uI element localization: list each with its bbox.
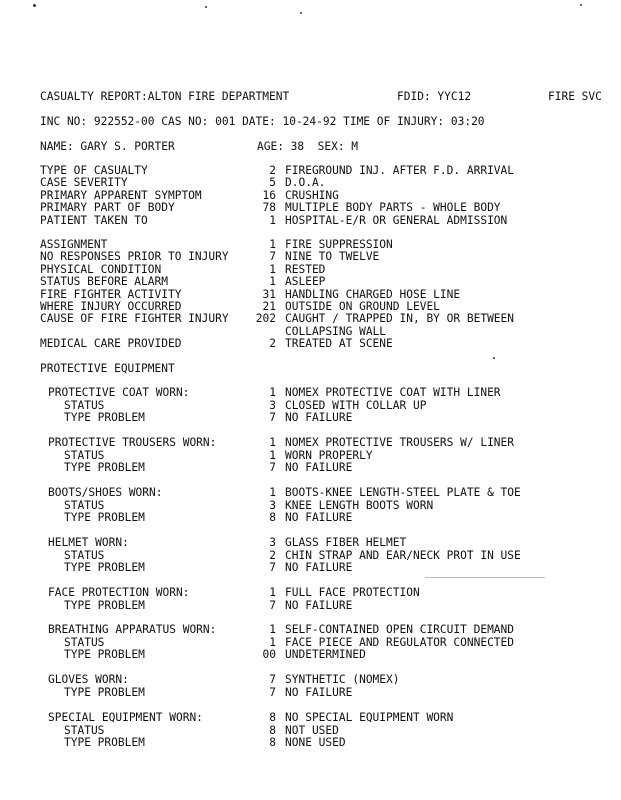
field-label: STATUS — [64, 635, 105, 649]
field-label: TYPE PROBLEM — [64, 648, 145, 662]
field-code: 78 — [262, 201, 276, 215]
field-code: 2 — [269, 548, 276, 562]
fdid: FDID: YYC12 — [397, 90, 472, 103]
field-value: COLLAPSING WALL — [285, 324, 387, 338]
field-code: 3 — [269, 398, 276, 412]
field-value: HOSPITAL-E/R OR GENERAL ADMISSION — [285, 213, 508, 227]
field-value: CRUSHING — [285, 188, 339, 202]
field-label: SPECIAL EQUIPMENT WORN: — [48, 711, 203, 724]
field-value: KNEE LENGTH BOOTS WORN — [285, 498, 434, 512]
scan-speck — [205, 6, 207, 8]
field-label: STATUS — [64, 448, 105, 462]
field-code: 7 — [269, 673, 276, 686]
field-label: PHYSICAL CONDITION — [40, 262, 162, 276]
field-label: BREATHING APPARATUS WORN: — [48, 623, 217, 636]
field-label: TYPE PROBLEM — [64, 561, 145, 575]
field-code: 00 — [262, 648, 276, 662]
field-code: 3 — [269, 498, 276, 512]
field-code: 1 — [269, 213, 276, 227]
field-label: PRIMARY PART OF BODY — [40, 201, 175, 215]
field-value: FIREGROUND INJ. AFTER F.D. ARRIVAL — [285, 164, 515, 177]
field-value: FIRE SUPPRESSION — [285, 238, 393, 251]
field-label: MEDICAL CARE PROVIDED — [40, 337, 182, 351]
field-label: PROTECTIVE COAT WORN: — [48, 386, 190, 399]
field-value: HANDLING CHARGED HOSE LINE — [285, 287, 461, 301]
scan-speck — [580, 4, 582, 6]
field-value: FULL FACE PROTECTION — [285, 586, 420, 599]
field-code: 1 — [269, 275, 276, 289]
field-value: NO FAILURE — [285, 461, 353, 475]
field-label: ASSIGNMENT — [40, 238, 108, 251]
field-code: 7 — [269, 411, 276, 425]
field-code: 8 — [269, 736, 276, 750]
field-label: TYPE PROBLEM — [64, 685, 145, 699]
field-label: TYPE PROBLEM — [64, 598, 145, 612]
field-code: 3 — [269, 536, 276, 549]
field-value: ASLEEP — [285, 275, 326, 289]
field-label: STATUS — [64, 723, 105, 737]
scan-speck — [33, 4, 36, 7]
field-value: NOT USED — [285, 723, 339, 737]
field-code: 8 — [269, 711, 276, 724]
person-age-sex: AGE: 38 SEX: M — [257, 140, 359, 153]
field-label: PATIENT TAKEN TO — [40, 213, 148, 227]
field-value: TREATED AT SCENE — [285, 337, 393, 351]
field-label: FIRE FIGHTER ACTIVITY — [40, 287, 182, 301]
incident-line: INC NO: 922552-00 CAS NO: 001 DATE: 10-24-92 TIME OF INJURY: 03:20 — [40, 115, 485, 128]
field-label: STATUS — [64, 548, 105, 562]
field-value: BOOTS-KNEE LENGTH-STEEL PLATE & TOE — [285, 486, 521, 499]
field-label: TYPE PROBLEM — [64, 461, 145, 475]
field-code: 16 — [262, 188, 276, 202]
field-value: UNDETERMINED — [285, 648, 366, 662]
field-value: NINE TO TWELVE — [285, 250, 380, 264]
field-code: 1 — [269, 436, 276, 449]
person-name: NAME: GARY S. PORTER — [40, 140, 175, 153]
field-code: 1 — [269, 586, 276, 599]
field-label: NO RESPONSES PRIOR TO INJURY — [40, 250, 229, 264]
fire-svc: FIRE SVC — [548, 90, 602, 103]
field-value: NOMEX PROTECTIVE COAT WITH LINER — [285, 386, 501, 399]
field-value: OUTSIDE ON GROUND LEVEL — [285, 300, 440, 313]
field-value: NO FAILURE — [285, 598, 353, 612]
field-code: 8 — [269, 511, 276, 525]
field-code: 1 — [269, 623, 276, 636]
field-label: FACE PROTECTION WORN: — [48, 586, 190, 599]
field-label: STATUS — [64, 498, 105, 512]
field-code: 1 — [269, 386, 276, 399]
field-value: NO SPECIAL EQUIPMENT WORN — [285, 711, 454, 724]
field-label: TYPE PROBLEM — [64, 411, 145, 425]
field-value: FACE PIECE AND REGULATOR CONNECTED — [285, 635, 515, 649]
field-value: NO FAILURE — [285, 511, 353, 525]
field-label: HELMET WORN: — [48, 536, 129, 549]
field-value: NONE USED — [285, 736, 346, 750]
field-value: MULTIPLE BODY PARTS - WHOLE BODY — [285, 201, 501, 215]
field-code: 2 — [269, 337, 276, 351]
field-code: 7 — [269, 685, 276, 699]
report-title: CASUALTY REPORT:ALTON FIRE DEPARTMENT — [40, 90, 290, 103]
field-value: NOMEX PROTECTIVE TROUSERS W/ LINER — [285, 436, 515, 449]
field-label: PROTECTIVE TROUSERS WORN: — [48, 436, 217, 449]
field-label: TYPE OF CASUALTY — [40, 164, 148, 177]
field-code: 202 — [255, 312, 276, 326]
field-value: CLOSED WITH COLLAR UP — [285, 398, 427, 412]
field-value: WORN PROPERLY — [285, 448, 373, 462]
field-value: D.O.A. — [285, 176, 326, 190]
field-code: 7 — [269, 250, 276, 264]
field-code: 31 — [262, 287, 276, 301]
field-code: 5 — [269, 176, 276, 190]
field-value: NO FAILURE — [285, 685, 353, 699]
field-value: NO FAILURE — [285, 561, 353, 575]
field-code: 1 — [269, 635, 276, 649]
field-code: 7 — [269, 561, 276, 575]
field-value: SYNTHETIC (NOMEX) — [285, 673, 400, 686]
field-label: CASE SEVERITY — [40, 176, 128, 190]
field-code: 8 — [269, 723, 276, 737]
protective-equipment-heading: PROTECTIVE EQUIPMENT — [40, 362, 175, 375]
field-value: CHIN STRAP AND EAR/NECK PROT IN USE — [285, 548, 521, 562]
field-code: 7 — [269, 598, 276, 612]
field-code: 1 — [269, 238, 276, 251]
field-code: 1 — [269, 448, 276, 462]
field-value: SELF-CONTAINED OPEN CIRCUIT DEMAND — [285, 623, 515, 636]
field-label: STATUS — [64, 398, 105, 412]
field-label: WHERE INJURY OCCURRED — [40, 300, 182, 313]
field-code: 1 — [269, 262, 276, 276]
field-label: BOOTS/SHOES WORN: — [48, 486, 163, 499]
field-label: TYPE PROBLEM — [64, 511, 145, 525]
field-value: NO FAILURE — [285, 411, 353, 425]
field-code: 21 — [262, 300, 276, 313]
field-label: TYPE PROBLEM — [64, 736, 145, 750]
scan-speck — [493, 357, 495, 359]
scan-line-artifact — [425, 577, 545, 578]
field-value: GLASS FIBER HELMET — [285, 536, 407, 549]
scan-speck — [300, 12, 302, 14]
field-label: PRIMARY APPARENT SYMPTOM — [40, 188, 202, 202]
field-code: 1 — [269, 486, 276, 499]
field-label: STATUS BEFORE ALARM — [40, 275, 168, 289]
field-value: CAUGHT / TRAPPED IN, BY OR BETWEEN — [285, 312, 515, 326]
field-label: GLOVES WORN: — [48, 673, 129, 686]
field-code: 7 — [269, 461, 276, 475]
field-label: CAUSE OF FIRE FIGHTER INJURY — [40, 312, 229, 326]
field-code: 2 — [269, 164, 276, 177]
field-value: RESTED — [285, 262, 326, 276]
